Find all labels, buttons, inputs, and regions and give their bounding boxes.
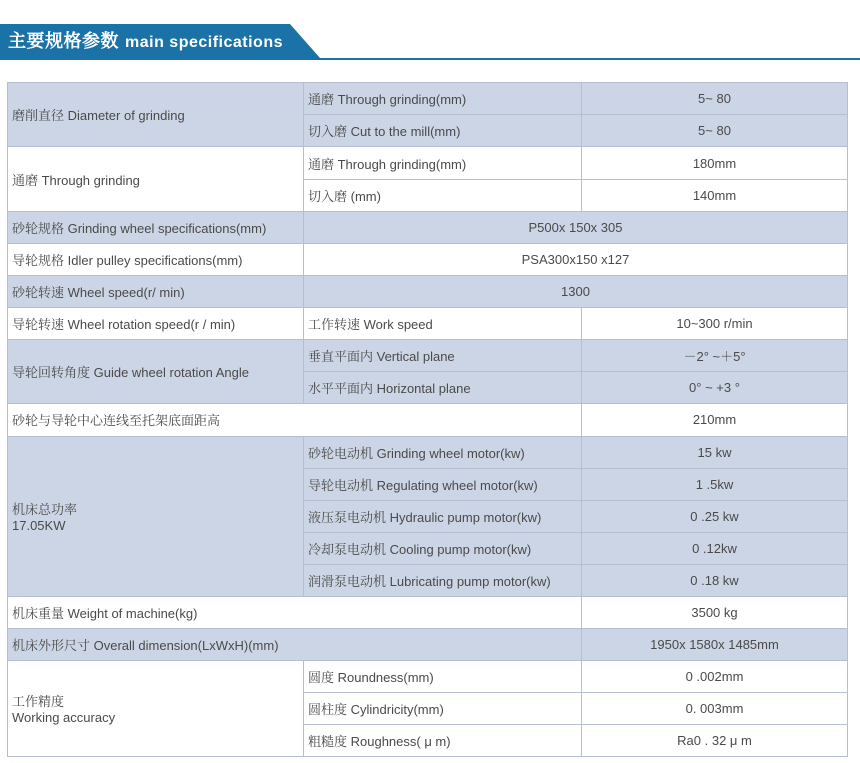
row-label-weight: 机床重量 Weight of machine(kg) (8, 596, 582, 628)
spec-value: 15 kw (582, 436, 848, 468)
row-label-wheel-speed: 砂轮转速 Wheel speed(r/ min) (8, 276, 304, 308)
spec-value: 0 .002mm (582, 660, 848, 692)
row-label-through: 通磨 Through grinding (8, 147, 304, 212)
section-title (8, 24, 283, 58)
table-row (8, 276, 848, 308)
section-title-cn: 主要规格参数 (8, 31, 119, 51)
section-title-en: main specifications (125, 34, 283, 51)
sub-label: 冷却泵电动机 Cooling pump motor(kw) (304, 532, 582, 564)
power-label-value: 17.05KW (12, 518, 66, 534)
table-row (8, 212, 848, 244)
header-divider (0, 58, 860, 60)
table-row (8, 83, 848, 115)
table-row (8, 436, 848, 468)
row-label-distance: 砂轮与导轮中心连线至托架底面距高 (8, 404, 582, 436)
sub-label: 粗糙度 Roughness( μ m) (304, 724, 582, 756)
row-label-idler-spec: 导轮规格 Idler pulley specifications(mm) (8, 244, 304, 276)
row-label-diameter: 磨削直径 Diameter of grinding (8, 83, 304, 147)
spec-value: 180mm (582, 147, 848, 180)
row-label-angle: 导轮回转角度 Guide wheel rotation Angle (8, 340, 304, 404)
spec-value: 0 .18 kw (582, 564, 848, 596)
table-row (8, 340, 848, 372)
row-label-dimension: 机床外形尺寸 Overall dimension(LxWxH)(mm) (8, 628, 582, 660)
sub-label: 垂直平面内 Vertical plane (304, 340, 582, 372)
row-label-accuracy (8, 660, 304, 756)
spec-value: 1 .5kw (582, 468, 848, 500)
sub-label: 砂轮电动机 Grinding wheel motor(kw) (304, 436, 582, 468)
row-label-rotation-speed: 导轮转速 Wheel rotation speed(r / min) (8, 308, 304, 340)
row-label-wheel-spec: 砂轮规格 Grinding wheel specifications(mm) (8, 212, 304, 244)
spec-value: 0. 003mm (582, 692, 848, 724)
spec-value: 0 .25 kw (582, 500, 848, 532)
spec-value: 5~ 80 (582, 115, 848, 147)
spec-value: 5~ 80 (582, 83, 848, 115)
table-row (8, 244, 848, 276)
sub-label: 工作转速 Work speed (304, 308, 582, 340)
spec-value: 1300 (304, 276, 848, 308)
spec-value: PSA300x150 x127 (304, 244, 848, 276)
accuracy-label-en: Working accuracy (12, 710, 116, 726)
spec-value: Ra0 . 32 μ m (582, 724, 848, 756)
sub-label: 圆度 Roundness(mm) (304, 660, 582, 692)
table-row (8, 628, 848, 660)
sub-label: 液压泵电动机 Hydraulic pump motor(kw) (304, 500, 582, 532)
accuracy-label-cn: 工作精度 (12, 694, 65, 710)
sub-label: 切入磨 Cut to the mill(mm) (304, 115, 582, 147)
spec-value: 140mm (582, 180, 848, 212)
spec-value: －2° ~＋5° (582, 340, 848, 372)
table-row (8, 596, 848, 628)
table-row (8, 147, 848, 180)
spec-value: 210mm (582, 404, 848, 436)
spec-table (7, 82, 848, 757)
spec-value: 0 .12kw (582, 532, 848, 564)
spec-value: 1950x 1580x 1485mm (582, 628, 848, 660)
spec-value: P500x 150x 305 (304, 212, 848, 244)
power-label-cn: 机床总功率 (12, 502, 78, 518)
sub-label: 水平平面内 Horizontal plane (304, 372, 582, 404)
table-row (8, 404, 848, 436)
table-row (8, 660, 848, 692)
sub-label: 润滑泵电动机 Lubricating pump motor(kw) (304, 564, 582, 596)
spec-value: 3500 kg (582, 596, 848, 628)
sub-label: 切入磨 (mm) (304, 180, 582, 212)
sub-label: 导轮电动机 Regulating wheel motor(kw) (304, 468, 582, 500)
table-row (8, 308, 848, 340)
sub-label: 圆柱度 Cylindricity(mm) (304, 692, 582, 724)
spec-value: 0° ~ +3 ° (582, 372, 848, 404)
row-label-power (8, 436, 304, 596)
sub-label: 通磨 Through grinding(mm) (304, 83, 582, 115)
section-header (0, 0, 860, 80)
spec-value: 10~300 r/min (582, 308, 848, 340)
sub-label: 通磨 Through grinding(mm) (304, 147, 582, 180)
